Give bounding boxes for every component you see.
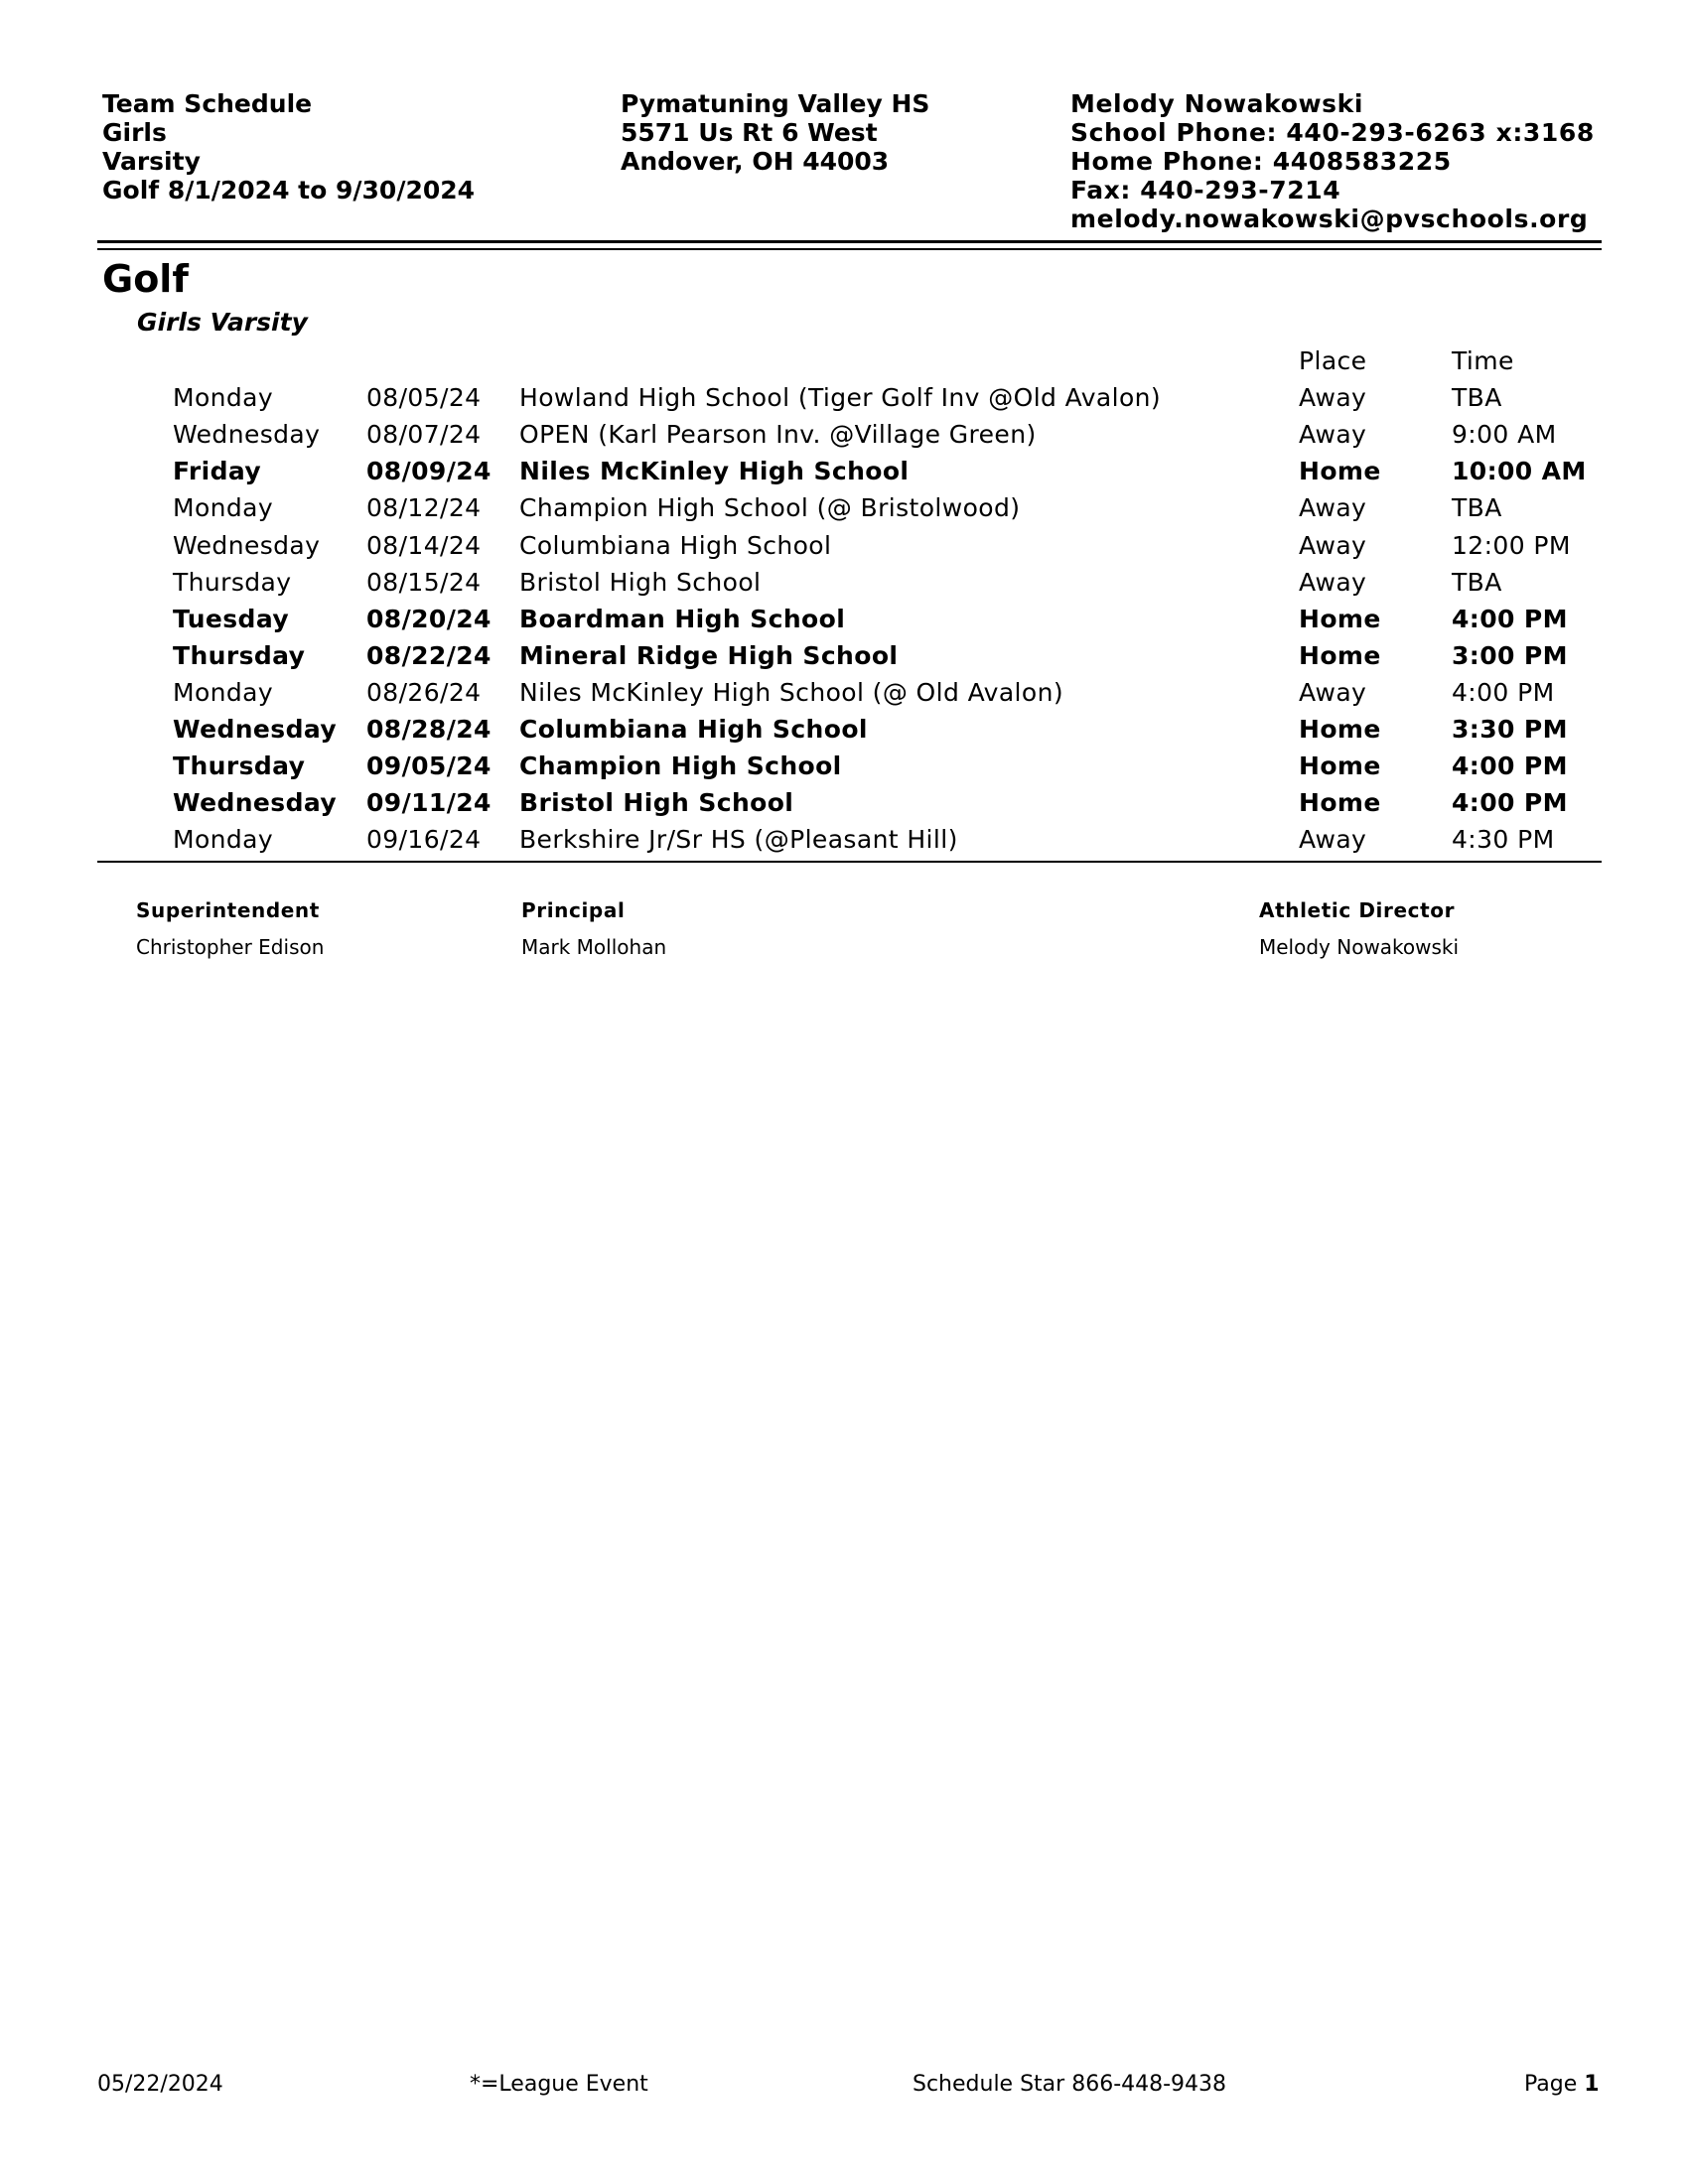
event-day: Monday — [173, 825, 274, 854]
event-date: 08/15/24 — [366, 568, 482, 597]
header-line: Fax: 440-293-7214 — [1070, 176, 1341, 205]
table-header-row — [0, 342, 1688, 379]
event-time: 4:00 PM — [1452, 751, 1568, 780]
column-header-time: Time — [1452, 346, 1514, 375]
signature-athletic-director — [1259, 897, 1459, 960]
event-time: TBA — [1452, 568, 1502, 597]
table-row — [0, 416, 1688, 453]
header-line: Home Phone: 4408583225 — [1070, 147, 1452, 176]
event-day: Wednesday — [173, 788, 338, 817]
signature-principal — [521, 897, 666, 960]
signature-name: Mark Mollohan — [521, 935, 667, 959]
header-line: Pymatuning Valley HS — [621, 89, 930, 118]
event-opponent: OPEN (Karl Pearson Inv. @Village Green) — [519, 420, 1037, 449]
event-opponent: Champion High School (@ Bristolwood) — [519, 493, 1021, 522]
event-opponent: Columbiana High School — [519, 531, 832, 560]
table-row — [0, 564, 1688, 601]
footer-league-legend: *=League Event — [470, 2072, 648, 2097]
event-date: 09/11/24 — [366, 788, 492, 817]
event-date: 08/28/24 — [366, 715, 492, 744]
event-opponent: Bristol High School — [519, 788, 794, 817]
event-day: Thursday — [173, 641, 306, 670]
event-time: 3:30 PM — [1452, 715, 1568, 744]
sport-title: Golf — [102, 257, 189, 301]
table-row — [0, 711, 1688, 748]
event-day: Thursday — [173, 751, 306, 780]
table-row — [0, 527, 1688, 564]
event-place: Home — [1299, 788, 1381, 817]
header-line: Team Schedule — [102, 89, 313, 118]
event-day: Monday — [173, 493, 274, 522]
event-place: Home — [1299, 457, 1381, 485]
event-date: 08/12/24 — [366, 493, 482, 522]
event-date: 09/05/24 — [366, 751, 492, 780]
table-row — [0, 453, 1688, 489]
event-place: Away — [1299, 568, 1367, 597]
event-time: 10:00 AM — [1452, 457, 1587, 485]
team-subtitle: Girls Varsity — [137, 308, 308, 337]
event-place: Away — [1299, 531, 1367, 560]
table-row — [0, 601, 1688, 637]
event-date: 08/14/24 — [366, 531, 482, 560]
page-number: 1 — [1584, 2072, 1600, 2097]
event-opponent: Niles McKinley High School (@ Old Avalon) — [519, 678, 1063, 707]
event-date: 08/20/24 — [366, 605, 492, 633]
event-opponent: Boardman High School — [519, 605, 846, 633]
header-contact-info — [1070, 89, 1595, 233]
footer-page-number — [1524, 2071, 1600, 2099]
event-place: Away — [1299, 420, 1367, 449]
table-row — [0, 821, 1688, 858]
event-place: Away — [1299, 383, 1367, 412]
event-opponent: Niles McKinley High School — [519, 457, 910, 485]
table-row — [0, 637, 1688, 674]
event-time: TBA — [1452, 493, 1502, 522]
event-opponent: Mineral Ridge High School — [519, 641, 899, 670]
signature-title: Athletic Director — [1259, 898, 1456, 922]
event-day: Monday — [173, 678, 274, 707]
event-place: Home — [1299, 605, 1381, 633]
event-opponent: Champion High School — [519, 751, 842, 780]
header-line: Varsity — [102, 147, 201, 176]
event-time: 4:00 PM — [1452, 678, 1555, 707]
event-day: Thursday — [173, 568, 292, 597]
event-opponent: Howland High School (Tiger Golf Inv @Old Avalon) — [519, 383, 1162, 412]
event-time: 3:00 PM — [1452, 641, 1568, 670]
event-day: Tuesday — [173, 605, 290, 633]
header-line: Andover, OH 44003 — [621, 147, 890, 176]
event-time: TBA — [1452, 383, 1502, 412]
signature-superintendent — [136, 897, 324, 960]
table-row — [0, 674, 1688, 711]
event-date: 08/09/24 — [366, 457, 492, 485]
event-day: Friday — [173, 457, 262, 485]
event-place: Away — [1299, 825, 1367, 854]
event-day: Monday — [173, 383, 274, 412]
header-line: School Phone: 440-293-6263 x:3168 — [1070, 118, 1595, 147]
header-line: Girls — [102, 118, 167, 147]
signature-name: Christopher Edison — [136, 935, 325, 959]
header-line: 5571 Us Rt 6 West — [621, 118, 878, 147]
event-date: 08/05/24 — [366, 383, 482, 412]
event-date: 08/22/24 — [366, 641, 492, 670]
header-line: Golf 8/1/2024 to 9/30/2024 — [102, 176, 476, 205]
event-opponent: Bristol High School — [519, 568, 762, 597]
event-time: 4:00 PM — [1452, 605, 1568, 633]
footer-date: 05/22/2024 — [97, 2072, 223, 2097]
table-row — [0, 489, 1688, 526]
event-day: Wednesday — [173, 531, 321, 560]
signature-name: Melody Nowakowski — [1259, 935, 1460, 959]
event-day: Wednesday — [173, 420, 321, 449]
table-row — [0, 748, 1688, 784]
event-time: 4:00 PM — [1452, 788, 1568, 817]
event-place: Away — [1299, 493, 1367, 522]
event-place: Away — [1299, 678, 1367, 707]
footer-vendor: Schedule Star 866-448-9438 — [913, 2072, 1227, 2097]
page-label: Page — [1524, 2072, 1578, 2097]
event-place: Home — [1299, 641, 1381, 670]
event-opponent: Columbiana High School — [519, 715, 868, 744]
event-time: 4:30 PM — [1452, 825, 1555, 854]
header-school-address — [621, 89, 929, 176]
table-row — [0, 379, 1688, 416]
header-divider — [97, 248, 1602, 250]
event-time: 9:00 AM — [1452, 420, 1557, 449]
header-divider — [97, 240, 1602, 243]
event-place: Home — [1299, 715, 1381, 744]
signature-title: Superintendent — [136, 898, 320, 922]
event-place: Home — [1299, 751, 1381, 780]
column-header-place: Place — [1299, 346, 1367, 375]
table-bottom-divider — [97, 861, 1602, 863]
signature-title: Principal — [521, 898, 626, 922]
header-line: Melody Nowakowski — [1070, 89, 1364, 118]
event-day: Wednesday — [173, 715, 338, 744]
event-date: 08/07/24 — [366, 420, 482, 449]
event-date: 08/26/24 — [366, 678, 482, 707]
event-date: 09/16/24 — [366, 825, 482, 854]
event-opponent: Berkshire Jr/Sr HS (@Pleasant Hill) — [519, 825, 958, 854]
header-line: melody.nowakowski@pvschools.org — [1070, 205, 1589, 233]
event-time: 12:00 PM — [1452, 531, 1571, 560]
header-schedule-info — [102, 89, 475, 205]
table-row — [0, 784, 1688, 821]
